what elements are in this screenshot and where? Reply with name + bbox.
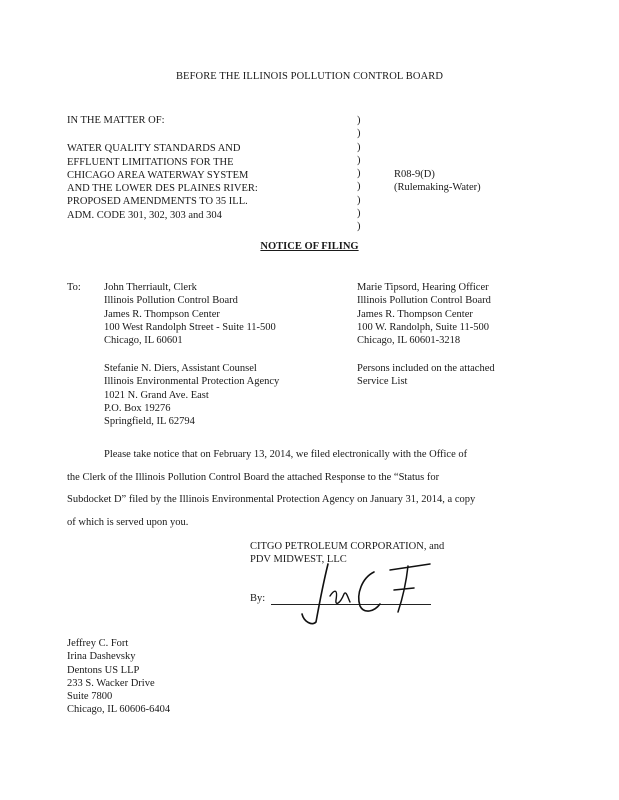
company-line: PDV MIDWEST, LLC [250, 554, 347, 566]
attorney-line: Jeffrey C. Fort [67, 638, 129, 649]
paren: ) [357, 128, 361, 140]
caption-parentheses [357, 114, 361, 234]
caption-subject-line: CHICAGO AREA WATERWAY SYSTEM [67, 169, 249, 181]
address-line: Marie Tipsord, Hearing Officer [357, 282, 489, 293]
body-line: the Clerk of the Illinois Pollution Control Board the attached Response to the “Status for [67, 471, 440, 483]
address-line: Stefanie N. Diers, Assistant Counsel [104, 363, 257, 374]
address-line: Illinois Pollution Control Board [357, 295, 491, 307]
notice-body-paragraph [67, 444, 537, 534]
docket-block [394, 168, 481, 195]
recipient-clerk [104, 281, 276, 347]
address-line: Service List [357, 376, 408, 388]
caption-spacer [67, 127, 258, 142]
case-caption [67, 114, 258, 222]
document-title: BEFORE THE ILLINOIS POLLUTION CONTROL BOARD [175, 71, 444, 82]
address-line: Springfield, IL 62794 [104, 416, 195, 428]
caption-subject-line: EFFLUENT LIMITATIONS FOR THE [67, 156, 234, 168]
recipient-counsel [104, 362, 279, 428]
paren: ) [357, 141, 361, 153]
paren: ) [357, 168, 361, 180]
address-line: P.O. Box 19276 [104, 402, 171, 414]
address-line: Chicago, IL 60601-3218 [357, 335, 461, 347]
address-line: Persons included on the attached [357, 363, 495, 374]
address-line: Illinois Environmental Protection Agency [104, 376, 280, 388]
to-label: To: [67, 282, 81, 293]
caption-subject-line: WATER QUALITY STANDARDS AND [67, 143, 241, 155]
caption-subject-line: ADM. CODE 301, 302, 303 and 304 [67, 209, 222, 221]
attorney-line: Suite 7800 [67, 691, 113, 703]
body-line: Please take notice that on February 13, 2014, we filed electronically with the Office of [104, 449, 468, 460]
attorney-line: Chicago, IL 60606-6404 [67, 704, 171, 716]
company-line: CITGO PETROLEUM CORPORATION, and [250, 541, 445, 552]
attorney-line: 233 S. Wacker Drive [67, 677, 155, 689]
attorney-block [67, 637, 170, 717]
body-line: of which is served upon you. [67, 516, 189, 528]
recipient-hearing-officer [357, 281, 491, 347]
address-line: 1021 N. Grand Ave. East [104, 389, 209, 401]
caption-subject-line: AND THE LOWER DES PLAINES RIVER: [67, 183, 258, 195]
address-line: James R. Thompson Center [104, 308, 220, 320]
address-line: 100 W. Randolph, Suite 11-500 [357, 321, 490, 333]
matter-label: IN THE MATTER OF: [67, 115, 165, 126]
paren: ) [357, 221, 361, 233]
attorney-line: Dentons US LLP [67, 664, 140, 676]
address-line: John Therriault, Clerk [104, 282, 197, 293]
notice-title: NOTICE OF FILING [260, 241, 359, 252]
address-line: 100 West Randolph Street - Suite 11-500 [104, 321, 276, 333]
recipient-service-list [357, 362, 495, 389]
paren: ) [357, 208, 361, 220]
paren: ) [357, 194, 361, 206]
paren: ) [357, 154, 361, 166]
paren: ) [357, 181, 361, 193]
address-line: Chicago, IL 60601 [104, 335, 183, 347]
caption-subject-line: PROPOSED AMENDMENTS TO 35 ILL. [67, 196, 248, 208]
handwritten-signature [290, 550, 440, 630]
paren: ) [357, 115, 361, 126]
attorney-line: Irina Dashevsky [67, 651, 136, 663]
docket-type: (Rulemaking-Water) [394, 182, 481, 194]
address-line: James R. Thompson Center [357, 308, 473, 320]
body-line: Subdocket D” filed by the Illinois Environmental Protection Agency on January 31, 2014, a copy [67, 494, 476, 505]
by-label: By: [250, 593, 266, 604]
docket-number: R08-9(D) [394, 169, 435, 180]
address-line: Illinois Pollution Control Board [104, 295, 238, 307]
